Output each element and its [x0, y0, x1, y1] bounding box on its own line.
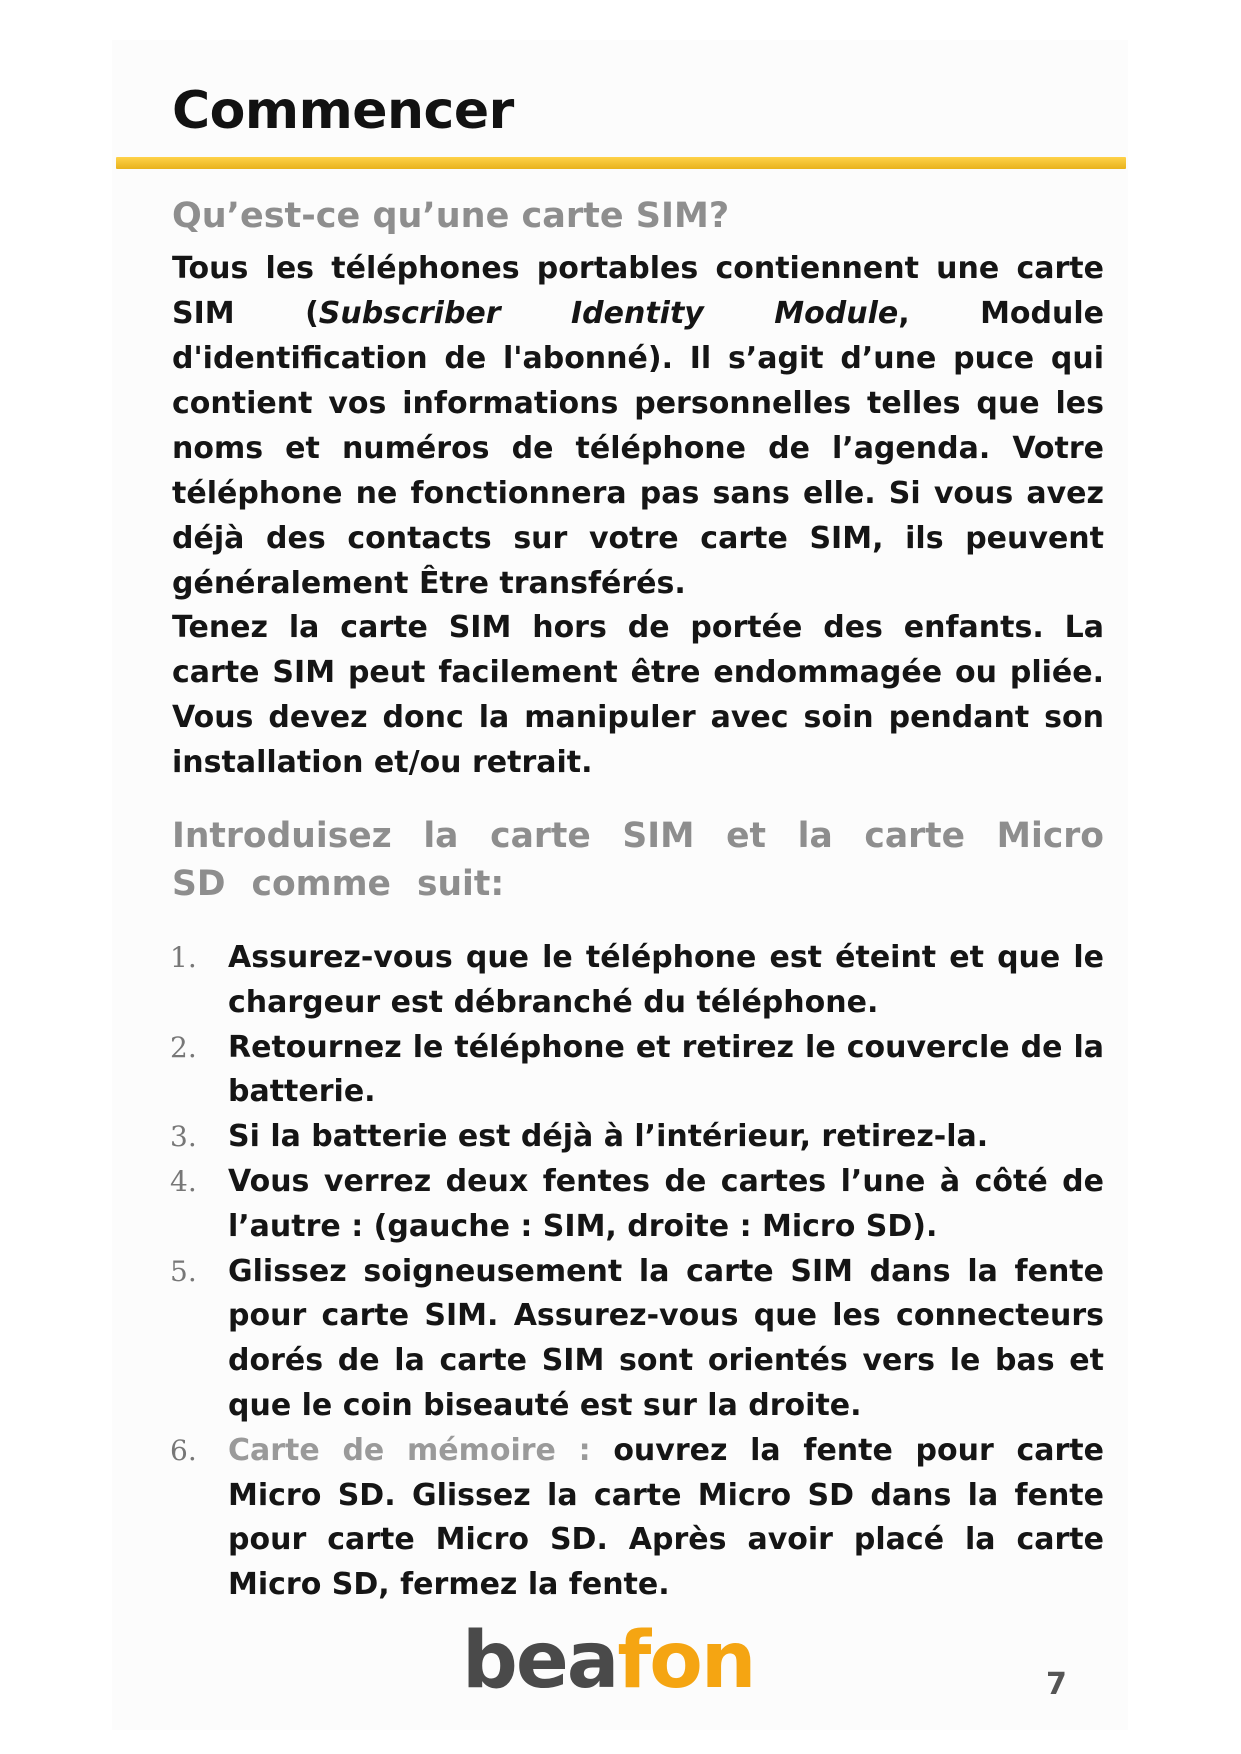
install-step-5	[170, 1250, 1104, 1429]
beafon-logo	[462, 1616, 755, 1706]
install-step-1	[170, 936, 1104, 1026]
sim-section-heading: Qu’est-ce qu’une carte SIM?	[172, 196, 730, 236]
step-lead-label: Carte de mémoire :	[228, 1432, 591, 1468]
install-step-3	[170, 1115, 1104, 1160]
step-text: Vous verrez deux fentes de cartes l’une à côté de l’autre : (gauche : SIM, droite : Micro SD).	[228, 1163, 1104, 1244]
sim-description-paragraph	[172, 246, 1104, 606]
install-steps-list	[170, 936, 1104, 1608]
step-number: 6.	[170, 1433, 197, 1467]
install-section-heading: Introduisez la carte SIM et la carte Micro SD comme suit:	[172, 816, 1104, 904]
step-text: Glissez soigneusement la carte SIM dans la fente pour carte SIM. Assurez-vous que les connecteurs dorés de la carte SIM sont orientés vers le bas et que le coin biseauté est sur la droite.	[228, 1253, 1104, 1423]
step-number: 2.	[170, 1030, 197, 1064]
page-title: Commencer	[172, 81, 514, 141]
install-step-6	[170, 1429, 1104, 1608]
sim-safety-paragraph: Tenez la carte SIM hors de portée des enfants. La carte SIM peut facilement être endommagée ou pliée. Vous devez donc la manipuler avec soin pendant son installation et/ou retrait.	[172, 610, 1104, 780]
title-underline-rule	[116, 157, 1126, 169]
sim-paragraph-end: , Module d'identification de l'abonné). Il s’agit d’une puce qui contient vos informations personnelles telles que les noms et numéros de téléphone de l’agenda. Votre téléphone ne fonctionnera pas sans elle. Si vous avez déjà des contacts sur votre carte SIM, ils peuvent généralement Être transférés.	[172, 296, 1104, 601]
sim-paragraph-start: Tous les téléphones portables contiennent une carte SIM (	[172, 251, 1104, 331]
step-text: ouvrez la fente pour carte Micro SD. Glissez la carte Micro SD dans la fente pour carte Micro SD. Après avoir placé la carte Micro SD, fermez la fente.	[228, 1432, 1104, 1603]
step-text: Assurez-vous que le téléphone est éteint et que le chargeur est débranché du téléphone.	[228, 940, 1104, 1020]
step-number: 1.	[170, 941, 197, 974]
step-text: Retournez le téléphone et retirez le couvercle de la batterie.	[228, 1029, 1104, 1110]
logo-text-bea: bea	[462, 1616, 618, 1706]
step-number: 4.	[170, 1164, 197, 1198]
page-number: 7	[1046, 1667, 1067, 1702]
install-step-2	[170, 1026, 1104, 1116]
install-step-4	[170, 1160, 1104, 1250]
sim-acronym-expansion: Subscriber Identity Module	[318, 296, 899, 331]
step-text: Si la batterie est déjà à l’intérieur, retirez-la.	[228, 1119, 989, 1155]
step-number: 3.	[170, 1120, 197, 1154]
step-number: 5.	[170, 1254, 197, 1288]
logo-text-fon: fon	[617, 1616, 755, 1706]
